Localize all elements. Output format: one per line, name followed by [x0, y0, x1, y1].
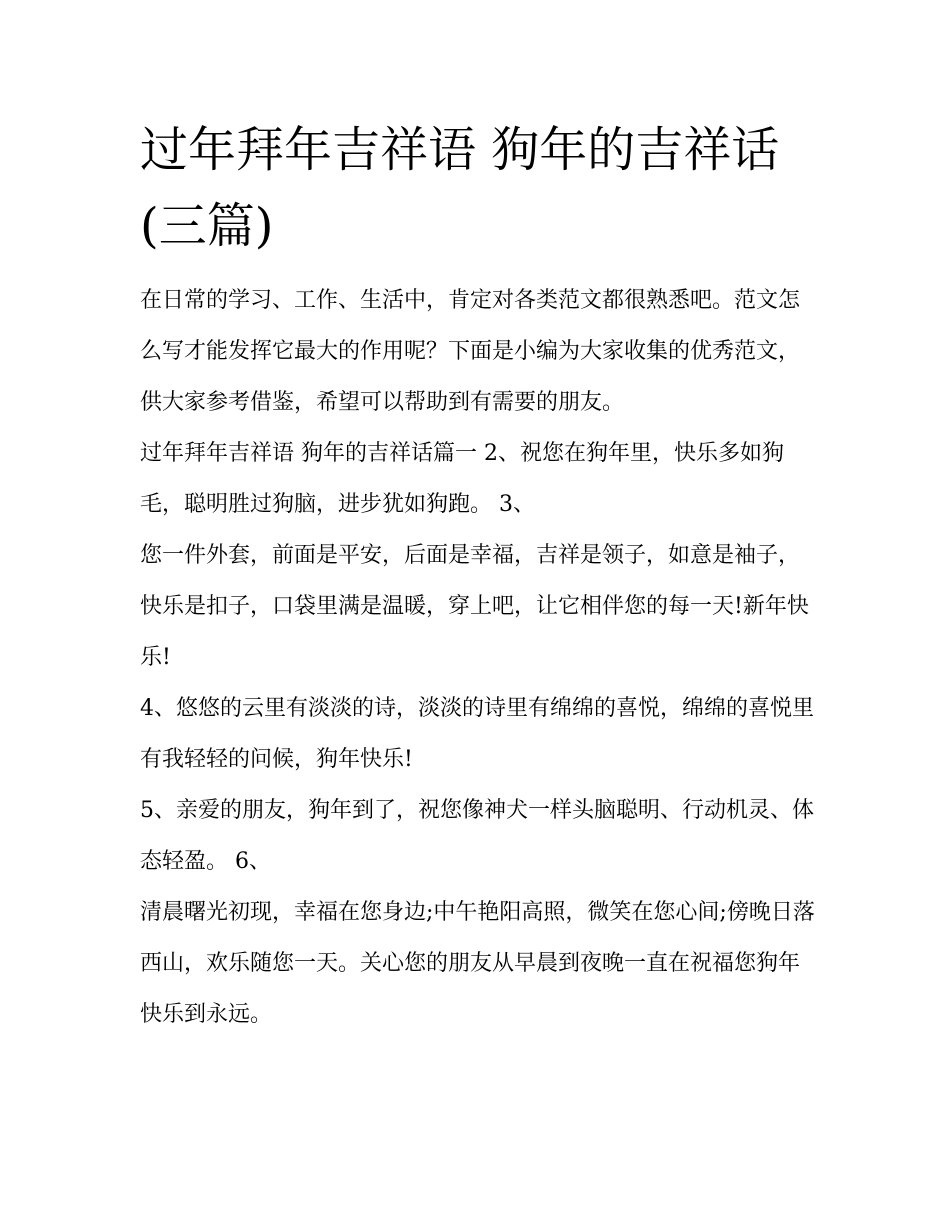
- document-body: [140, 275, 820, 1040]
- paragraph-greeting-3: 您一件外套，前面是平安，后面是幸福，吉祥是领子，如意是袖子，快乐是扣子，口袋里满是温暖，穿上吧，让它相伴您的每一天!新年快乐!: [140, 543, 809, 670]
- paragraph-greeting-5: 5、亲爱的朋友，狗年到了，祝您像神犬一样头脑聪明、行动机灵、体态轻盈。 6、: [140, 798, 814, 874]
- paragraph-section-one: 过年拜年吉祥语 狗年的吉祥话篇一 2、祝您在狗年里，快乐多如狗毛，聪明胜过狗脑，进步犹如狗跑。 3、: [140, 441, 784, 517]
- paragraph-greeting-6: 清晨曙光初现，幸福在您身边;中午艳阳高照，微笑在您心间;傍晚日落西山，欢乐随您一天。关心您的朋友从早晨到夜晚一直在祝福您狗年快乐到永远。: [140, 900, 815, 1027]
- document-title: [140, 112, 820, 264]
- title-line-1: 过年拜年吉祥语 狗年的吉祥话: [140, 122, 780, 178]
- title-line-2: (三篇): [140, 198, 274, 254]
- paragraph-intro: 在日常的学习、工作、生活中，肯定对各类范文都很熟悉吧。范文怎么写才能发挥它最大的作用呢？下面是小编为大家收集的优秀范文，供大家参考借鉴，希望可以帮助到有需要的朋友。: [140, 288, 801, 415]
- paragraph-greeting-4: 4、悠悠的云里有淡淡的诗，淡淡的诗里有绵绵的喜悦，绵绵的喜悦里有我轻轻的问候，狗年快乐!: [140, 696, 814, 772]
